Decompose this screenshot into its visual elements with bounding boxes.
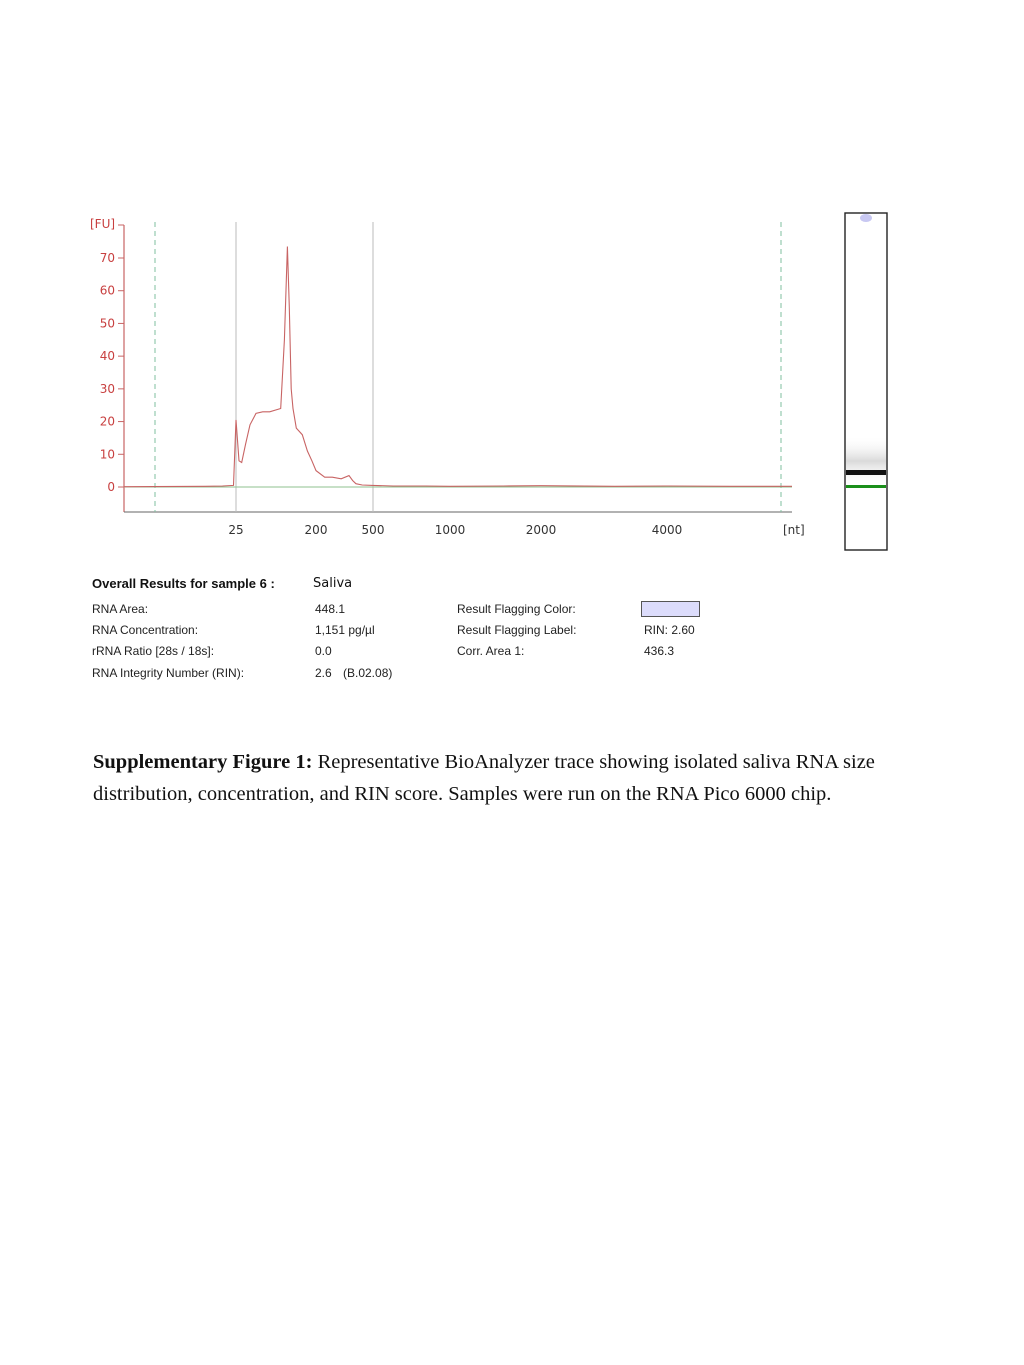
x-tick-label: 2000 [525,523,557,537]
rin-label: RNA Integrity Number (RIN): [92,666,245,680]
flagging-color-label: Result Flagging Color: [457,602,576,616]
y-tick-label: 40 [99,349,115,364]
y-tick-label: 30 [99,381,115,396]
gel-top-marker [860,214,872,222]
flagging-label-value: RIN: 2.60 [644,623,695,637]
x-tick-label: 4000 [651,523,683,537]
caption-lead: Supplementary Figure 1: [93,751,313,773]
x-tick-label: 500 [361,523,385,537]
x-tick-label: 25 [228,523,244,537]
y-tick-label: 60 [99,283,115,298]
corr-area-label: Corr. Area 1: [457,644,525,658]
gel-lower-marker-band [846,485,886,488]
rna-area-value: 448.1 [315,602,346,616]
x-ticks [228,523,682,537]
rrna-ratio-label: rRNA Ratio [28s / 18s]: [92,644,215,658]
rrna-ratio-value: 0.0 [315,644,332,658]
rin-value: 2.6 [315,666,332,680]
y-tick-label: 70 [99,251,115,265]
rin-version: (B.02.08) [343,666,393,680]
y-tick-label: 0 [107,480,115,494]
x-tick-label: 1000 [434,523,466,537]
results-panel [92,572,732,692]
results-title: Overall Results for sample 6 : [92,576,275,591]
y-axis-label: [FU] [90,217,116,231]
y-tick-label: 50 [99,316,115,331]
gel-lane-frame [845,213,887,550]
gel-rna-band [846,470,886,475]
rna-concentration-value: 1,151 pg/µl [315,623,375,637]
y-ticks [100,225,124,494]
gel-lane [845,213,887,550]
x-tick-label: 200 [304,523,328,537]
flagging-color-swatch [641,601,700,617]
figure-caption [93,746,923,810]
y-tick-label: 20 [99,414,115,429]
sample-name: Saliva [313,576,353,591]
x-axis-label: [nt] [783,523,805,537]
corr-area-value: 436.3 [644,644,675,658]
rna-concentration-label: RNA Concentration: [92,623,199,637]
flagging-label-label: Result Flagging Label: [457,623,577,637]
gel-smear [846,436,886,486]
caption-text: Representative BioAnalyzer trace showing isolated saliva RNA size distribution, concentration, and RIN score. Samples were run on the RNA Pico 6000 chip. [93,751,875,805]
rna-area-label: RNA Area: [92,602,149,616]
rna-trace-line [124,247,792,487]
y-tick-label: 10 [99,447,115,462]
